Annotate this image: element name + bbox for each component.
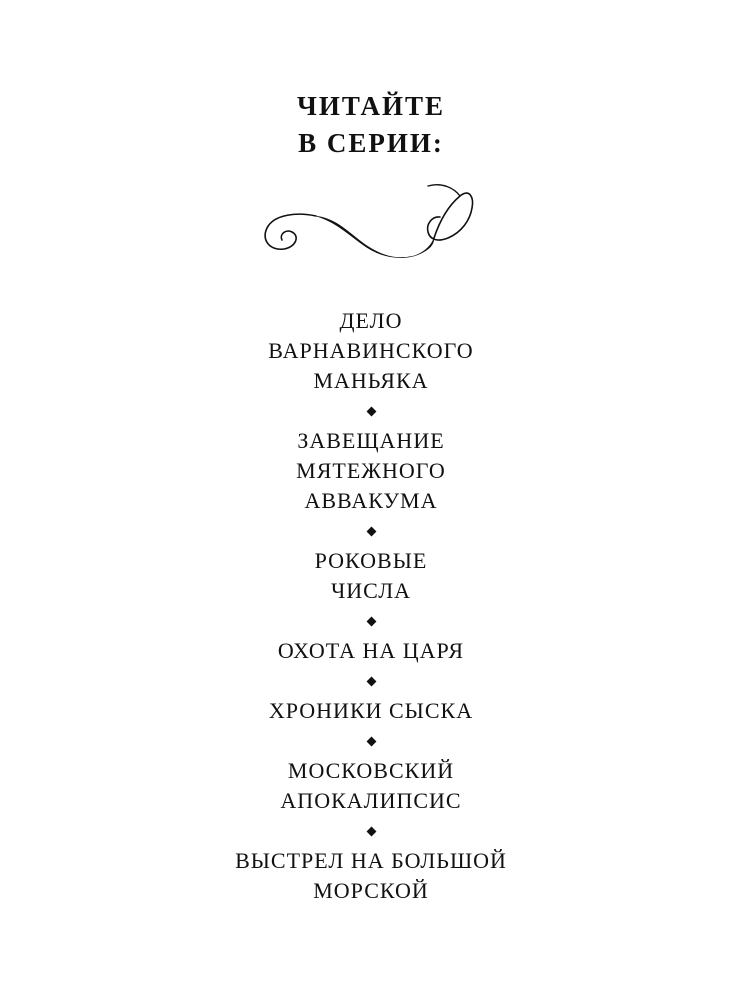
book-title-line: ВАРНАВИНСКОГО (268, 338, 474, 363)
heading-line-1: ЧИТАЙТЕ (297, 91, 445, 121)
book-title-line: РОКОВЫЕ (314, 548, 428, 573)
diamond-bullet-icon (366, 406, 376, 416)
book-title-line: МАНЬЯКА (313, 368, 429, 393)
separator (0, 726, 742, 756)
separator (0, 666, 742, 696)
swirl-flourish-icon (258, 176, 482, 272)
page-heading (0, 88, 742, 162)
book-title-line: ЗАВЕЩАНИЕ (297, 428, 445, 453)
book-title-line: МОРСКОЙ (313, 878, 429, 903)
book-title (0, 426, 742, 516)
separator (0, 816, 742, 846)
book-title (0, 846, 742, 906)
separator (0, 396, 742, 426)
book-title-line: АВВАКУМА (304, 488, 438, 513)
book-title (0, 546, 742, 606)
book-title (0, 756, 742, 816)
diamond-bullet-icon (366, 826, 376, 836)
diamond-bullet-icon (366, 676, 376, 686)
book-title (0, 696, 742, 726)
book-title-line: ЧИСЛА (330, 578, 412, 603)
book-title (0, 636, 742, 666)
series-book-list (0, 306, 742, 906)
book-title (0, 306, 742, 396)
book-title-line: МОСКОВСКИЙ (287, 758, 455, 783)
book-title-line: ХРОНИКИ СЫСКА (268, 698, 474, 723)
heading-line-2: В СЕРИИ: (298, 128, 444, 158)
book-title-line: АПОКАЛИПСИС (280, 788, 462, 813)
book-title-line: ОХОТА НА ЦАРЯ (277, 638, 465, 663)
book-title-line: ДЕЛО (339, 308, 403, 333)
diamond-bullet-icon (366, 616, 376, 626)
separator (0, 516, 742, 546)
book-title-line: МЯТЕЖНОГО (296, 458, 446, 483)
diamond-bullet-icon (366, 736, 376, 746)
diamond-bullet-icon (366, 526, 376, 536)
book-title-line: ВЫСТРЕЛ НА БОЛЬШОЙ (235, 848, 507, 873)
separator (0, 606, 742, 636)
